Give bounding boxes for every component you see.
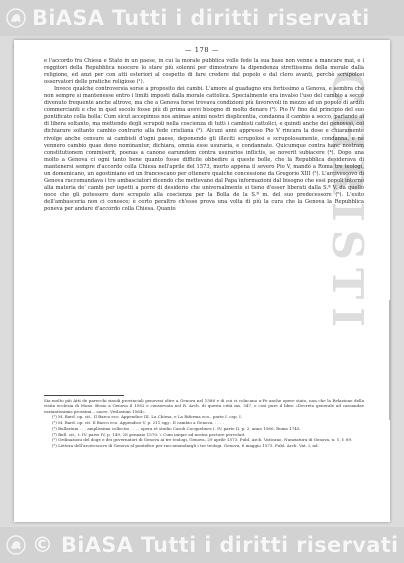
- banner-text: © BiASA Tutti i diritti riservati: [32, 533, 399, 557]
- footnotes: [44, 398, 364, 449]
- scanned-page: [14, 40, 390, 522]
- paragraph: Invece qualche controversia sorse a proposito dei cambi. L'amore al guadagno era fortissimo a Genova, e sembra che non sempre si mantenesse entro i limiti imposti dalla morale cattolica. Specialmente era invalso l'uso del cambio a secco divenuto frequente anche altrove, ma che a Genova forse trovava condizioni più favorevoli in mezzo ad un popolo di arditi commercianti e che in quel secolo fosse più di prima avevi bisogno di molto denaro (²). Pio IV fino dal principio del suo pontificato colla bolla: Cum sicut accepimus nos animas animi nostri displicentia, condanna il cambio a secco, parlando ai di libera soltanto, ma mettendo degli scrupoli nella coscienza di tutti i cambisti cattolici, e quindi anche dei genovesi, col dichiarare soltanto cambio contrario alla fede cristiana (³). Alcuni anni appresso Pio V rincara la dose e chiaramente rivolge anche censure ai cambisti d'ogni paese, deponendo gli illeciti scrupolosi e scrupolosamente, condanna, e ne vennero cambio quae deno nominantur, dichiara, omnia esse usuraria, e condannate. Quicumque contra hanc nostram constitutionem commiserit, poenas a canone earumdem contra usurarios inflictis, se noverit subiacere (⁴). Dopo una molto a Genova ci ogni tanto bene quanto fosse difficile obbedire a queste bolle, che la Repubblica desiderava di mantenersi sempre d'accordo colla Chiesa nell'aprile del 1573, morto appena il severo Pio V, mandò a Roma tre teologi, un domenicano, un agostiniano ed un francescano per ottenere qualche concessione da Gregorio XIII (⁵). L'arcivescovo di Genova raccomandava i tre ambasciatori dicendo che mettevano dal Papa informazioni dal bisogno che essi popoli intorno alla materia de' cambi per ispetti a porre di desiderio che universalmente si tieno d'esser liberati dalla S.ª V. da quello noce che gli potessero dare scrupolo alla coscienza per la Bolla de la S.ª m. del suo predecessore (⁶). L'esito dell'ambasceria non ci conosce; è certo peraltro ch'esse prova una volta di più la cura che la Genova la Repubblica poneva per andare d'accordo colla Chiesa. Quanto: [44, 86, 364, 212]
- top-watermark-banner: [0, 0, 404, 36]
- body-text: [44, 58, 364, 213]
- paragraph: e l'accordo fra Chiesa e Stato in un paese, in cui la morale pubblica volle fede la sua base non venne a mancare mai, e i reggitori della Repubblica nuocere lo stare più solenni per dimostrare la dipendenza strettissima della morale dalla religione, ed anzi per con atti esteriori al cospetto di fare credere dal popolo e dal clero avanti, perchè scrupolosi osservatori delle pratiche religiose (¹).: [44, 58, 364, 86]
- lion-logo-icon: [6, 535, 26, 555]
- footnote: (¹) M. Bard. op. cit., Il Barco eco. Appendice III. La Chiesa, e La Riforma eco., parte I. cap. I.: [52, 414, 242, 420]
- footnote: (⁵) Ordinazioni del doge e dei governatori di Genova ai tre teologi, Genova, 29 aprile 1573. Publ. Arch. Vaticano, Nunziatura di Genova, n. 1, f. 69.: [52, 437, 353, 443]
- page-edge-shadow: [389, 300, 391, 420]
- bottom-watermark-banner: [0, 527, 404, 563]
- banner-text: BiASA Tutti i diritti riservati: [32, 6, 370, 30]
- footnote-separator: [44, 395, 124, 396]
- christi-watermark: CHRISTI: [323, 70, 372, 335]
- footnote: Sia molto più Atti de parecchi sinodi provinciali genovesi oltre a Genova nel 1586 e di cui ci colucano a-Fe anche opere stato, non che la Relazione della visita ecclesia di Mons. Bosio a Genova il 1582 e conservata nel R. Arch. di questa città ms. 347, e così pure il libro «Decreto generale ad cassandae variantissimis prossimi... sacre. Veslasium 1564».: [44, 398, 364, 414]
- footnote: (⁴) Bull. cit., t. IV, parte IV, p. 149, 28 gennaio 1570: « Cum inique ad nostra pectore pervoluit.: [52, 431, 246, 437]
- footnote: (⁶) Lettera dell'arcivescovo di Genova al pontefice per raccomandargli i tre teologi. Genova, 6 maggio 1573. Publ. Arch. Vat. I, nd.: [52, 443, 319, 449]
- page-number: — 178 —: [184, 46, 220, 54]
- footnote: (²) M. Bard. op. cit. Il Barco eco. Appendice V, p. 211 sgg.: Il cambio a Genova, . . . .: [52, 420, 224, 426]
- lion-logo-icon: [6, 8, 26, 28]
- footnote: (³) Bullarium . . . amplissima collectio . . . . opera et studio Caroli Cocquelines I. IV, parte II, p. 2, anno 1560, Roma 1745.: [52, 425, 301, 431]
